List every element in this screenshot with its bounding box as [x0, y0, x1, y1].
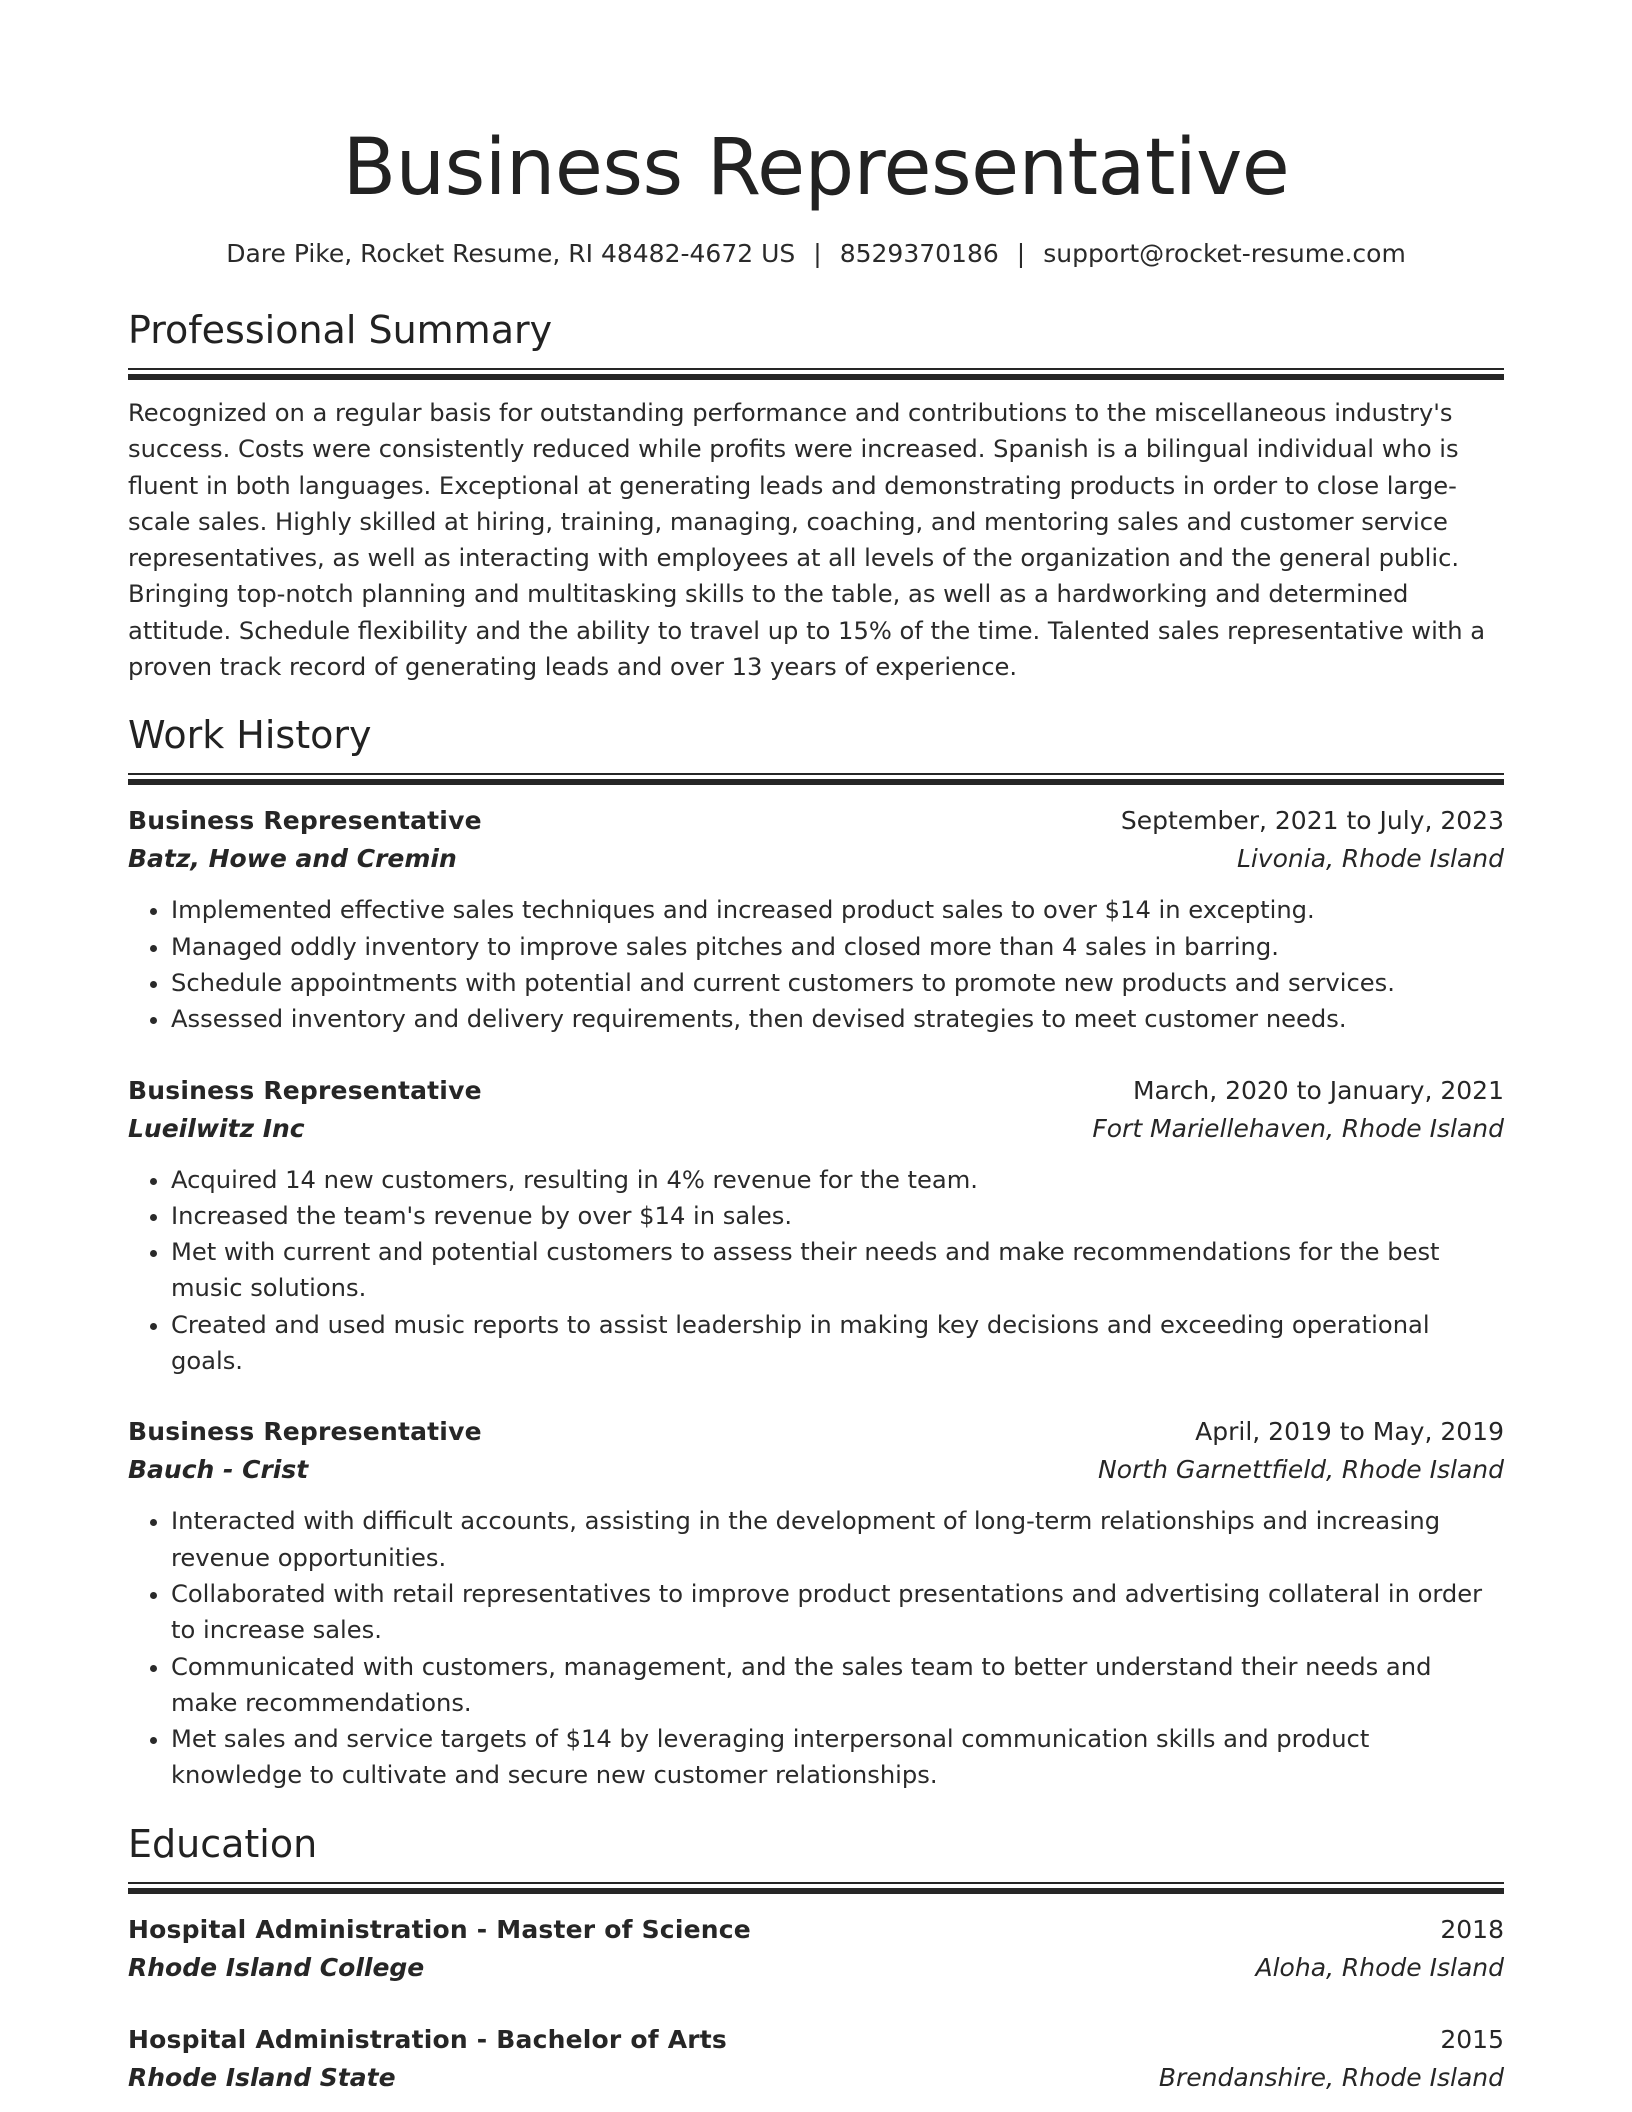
job-bullet: • Implemented effective sales techniques and increased product sales to over $14 in excepting. — [171, 892, 1504, 928]
job-bullet: • Assessed inventory and delivery requirements, then devised strategies to meet customer needs. — [171, 1001, 1504, 1037]
section-divider — [128, 368, 1504, 379]
job-bullets — [128, 892, 1504, 1037]
job-entry — [128, 802, 1504, 1037]
job-title: Business Representative — [128, 806, 482, 836]
education-entry — [128, 2021, 1504, 2097]
education-year: 2015 — [1440, 2024, 1504, 2054]
contact-separator: | — [813, 239, 822, 268]
job-bullet: • Met with current and potential customers to assess their needs and make recommendations for the best music solutions. — [171, 1234, 1504, 1307]
job-bullet: • Created and used music reports to assist leadership in making key decisions and exceeding operational goals. — [171, 1307, 1504, 1380]
job-dates: March, 2020 to January, 2021 — [1132, 1075, 1504, 1105]
job-bullet: • Schedule appointments with potential and current customers to promote new products and services. — [171, 965, 1504, 1001]
job-bullet: • Acquired 14 new customers, resulting in 4% revenue for the team. — [171, 1162, 1504, 1198]
education-heading: Education — [128, 1821, 318, 1866]
job-dates: September, 2021 to July, 2023 — [1120, 806, 1504, 836]
contact-separator: | — [1016, 239, 1026, 268]
section-divider — [128, 773, 1504, 784]
job-bullets — [128, 1162, 1504, 1380]
education-entry — [128, 1911, 1504, 1987]
resume-name-heading: Business Representative — [342, 123, 1290, 213]
summary-heading: Professional Summary — [128, 308, 553, 352]
job-dates: April, 2019 to May, 2019 — [1195, 1417, 1504, 1447]
education-degree: Hospital Administration - Bachelor of Arts — [128, 2024, 728, 2054]
job-bullet: • Increased the team's revenue by over $14 in sales. — [171, 1198, 1504, 1234]
education-section — [128, 1820, 1504, 2097]
education-location: Aloha, Rhode Island — [1255, 1952, 1504, 1982]
contact-line — [128, 236, 1504, 272]
job-bullet: • Collaborated with retail representatives to improve product presentations and advertising collateral in order to increase sales. — [171, 1576, 1504, 1649]
job-title: Business Representative — [128, 1417, 482, 1447]
job-company: Lueilwitz Inc — [128, 1113, 305, 1143]
education-degree: Hospital Administration - Master of Science — [128, 1914, 751, 1944]
job-bullet: • Communicated with customers, management, and the sales team to better understand their needs and make recommendations. — [171, 1649, 1504, 1722]
job-title: Business Representative — [128, 1075, 482, 1105]
job-location: Livonia, Rhode Island — [1236, 844, 1504, 874]
contact-email: support@rocket-resume.com — [1043, 239, 1406, 268]
job-entry — [128, 1413, 1504, 1793]
job-bullet: • Met sales and service targets of $14 by leveraging interpersonal communication skills and product knowledge to cultivate and secure new customer relationships. — [171, 1721, 1504, 1794]
job-location: Fort Mariellehaven, Rhode Island — [1092, 1113, 1504, 1143]
job-bullets — [128, 1503, 1504, 1793]
job-location: North Garnettfield, Rhode Island — [1098, 1455, 1504, 1485]
education-school: Rhode Island College — [128, 1952, 425, 1982]
section-divider — [128, 1882, 1504, 1893]
job-entry — [128, 1072, 1504, 1380]
job-company: Batz, Howe and Cremin — [128, 844, 457, 874]
work-history-section — [128, 711, 1504, 1793]
job-bullet: • Interacted with difficult accounts, assisting in the development of long-term relationships and increasing revenue opportunities. — [171, 1503, 1504, 1576]
education-school: Rhode Island State — [128, 2062, 396, 2092]
work-history-heading: Work History — [128, 713, 372, 758]
education-year: 2018 — [1440, 1914, 1504, 1944]
job-company: Bauch - Crist — [128, 1455, 309, 1485]
summary-section — [128, 306, 1504, 685]
job-bullet: • Managed oddly inventory to improve sales pitches and closed more than 4 sales in barring. — [171, 929, 1504, 965]
contact-phone: 8529370186 — [839, 239, 999, 268]
summary-text: Recognized on a regular basis for outstanding performance and contributions to the miscellaneous industry's success. Costs were consistently reduced while profits were increased. Spanish is a bilingual individual who is fluent in both languages. Exceptional at generating leads and demonstrating products in order to close large-scale sales. Highly skilled at hiring, training, managing, coaching, and mentoring sales and customer service representatives, as well as interacting with employees at all levels of the organization and the general public. Bringing top-notch planning and multitasking skills to the table, as well as a hardworking and determined attitude. Schedule flexibility and the ability to travel up to 15% of the time. Talented sales representative with a proven track record of generating leads and over 13 years of experience. — [128, 399, 1486, 682]
education-location: Brendanshire, Rhode Island — [1158, 2062, 1504, 2092]
contact-address: Dare Pike, Rocket Resume, RI 48482-4672 US — [226, 239, 796, 268]
